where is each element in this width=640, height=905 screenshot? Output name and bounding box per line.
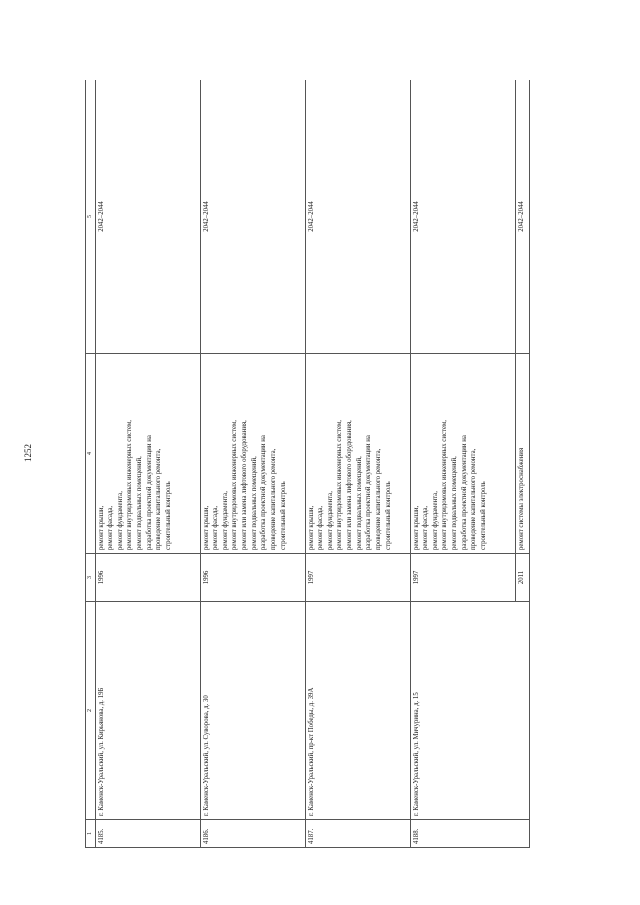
year-cell: 1997 [305,554,410,602]
rotated-page-area [85,80,577,848]
work-item: ремонт фундамента, [116,491,124,550]
column-number-row [86,80,96,848]
work-item: строительный контроль [279,481,287,550]
row-number: 4185. [95,820,200,848]
table-row [410,80,515,848]
work-item: ремонт фундамента, [326,491,334,550]
work-item: ремонт или замена лифтового оборудования, [241,420,249,550]
address-cell: г. Каменск-Уральский, ул. Кирьянова, д. 19Б [95,602,200,820]
row-number: 4188. [410,820,529,848]
works-cell [95,354,200,554]
table-row [95,80,200,848]
period-cell: 2042–2044 [305,80,410,354]
work-item: ремонт внутридомовых инженерных систем, [126,420,134,550]
row-number: 4186. [200,820,305,848]
row-number: 4187. [305,820,410,848]
work-item: ремонт подвальных помещений, [136,456,144,550]
work-item: проведение капитального ремонта, [270,448,277,550]
work-item: ремонт крыши, [412,505,420,550]
work-item: разработка проектной документации на [460,435,468,550]
year-cell: 1996 [95,554,200,602]
work-item: строительный контроль [480,481,487,550]
repair-schedule-table [85,80,530,848]
period-cell: 2042–2044 [515,80,529,354]
work-item: ремонт или замена лифтового оборудования, [346,420,354,550]
page-number: 1252 [23,444,33,462]
work-item: ремонт подвальных помещений, [355,456,363,550]
table-container [85,80,577,848]
work-item: ремонт внутридомовых инженерных систем, [231,420,239,550]
period-cell: 2042–2044 [95,80,200,354]
work-item: ремонт фасада, [422,505,430,550]
column-header-1: 1 [86,820,96,848]
period-cell: 2042–2044 [410,80,515,354]
work-item: строительный контроль [384,481,392,550]
work-item: разработка проектной документации на [365,435,373,550]
period-cell: 2042–2044 [200,80,305,354]
address-cell: г. Каменск-Уральский, пр-кт Победы, д. 39А [305,602,410,820]
work-item: проведение капитального ремонта, [375,448,382,550]
column-header-3: 3 [86,554,96,602]
work-item: ремонт внутридомовых инженерных систем, [336,420,344,550]
address-cell: г. Каменск-Уральский, ул. Суворова, д. 30 [200,602,305,820]
work-item: ремонт фасада, [107,505,115,550]
works-cell: ремонт системы электроснабжения [515,354,529,554]
year-cell: 1996 [200,554,305,602]
year-cell: 2011 [515,554,529,602]
year-cell: 1997 [410,554,515,602]
works-cell [200,354,305,554]
column-header-2: 2 [86,602,96,820]
work-item: ремонт фундамента, [221,491,229,550]
column-header-5: 5 [86,80,96,354]
work-item: ремонт фундамента, [431,491,439,550]
column-header-4: 4 [86,354,96,554]
work-item: ремонт подвальных помещений, [250,456,258,550]
work-item: ремонт подвальных помещений, [451,456,459,550]
work-item: ремонт крыши, [97,505,105,550]
table-row [200,80,305,848]
work-item: ремонт крыши, [202,505,210,550]
work-item: проведение капитального ремонта, [470,448,478,550]
works-cell [305,354,410,554]
work-item: разработка проектной документации на [145,435,153,550]
work-item: ремонт фасада, [317,505,325,550]
work-item: ремонт фасада, [212,505,220,550]
address-cell: г. Каменск-Уральский, ул. Мичурина, д. 15 [410,602,529,820]
work-item: разработка проектной документации на [260,435,268,550]
table-row [305,80,410,848]
work-item: строительный контроль [165,481,172,550]
works-cell [410,354,515,554]
work-item: ремонт крыши, [307,505,315,550]
work-item: ремонт внутридомовых инженерных систем, [441,420,449,550]
work-item: проведение капитального ремонта, [155,448,163,550]
